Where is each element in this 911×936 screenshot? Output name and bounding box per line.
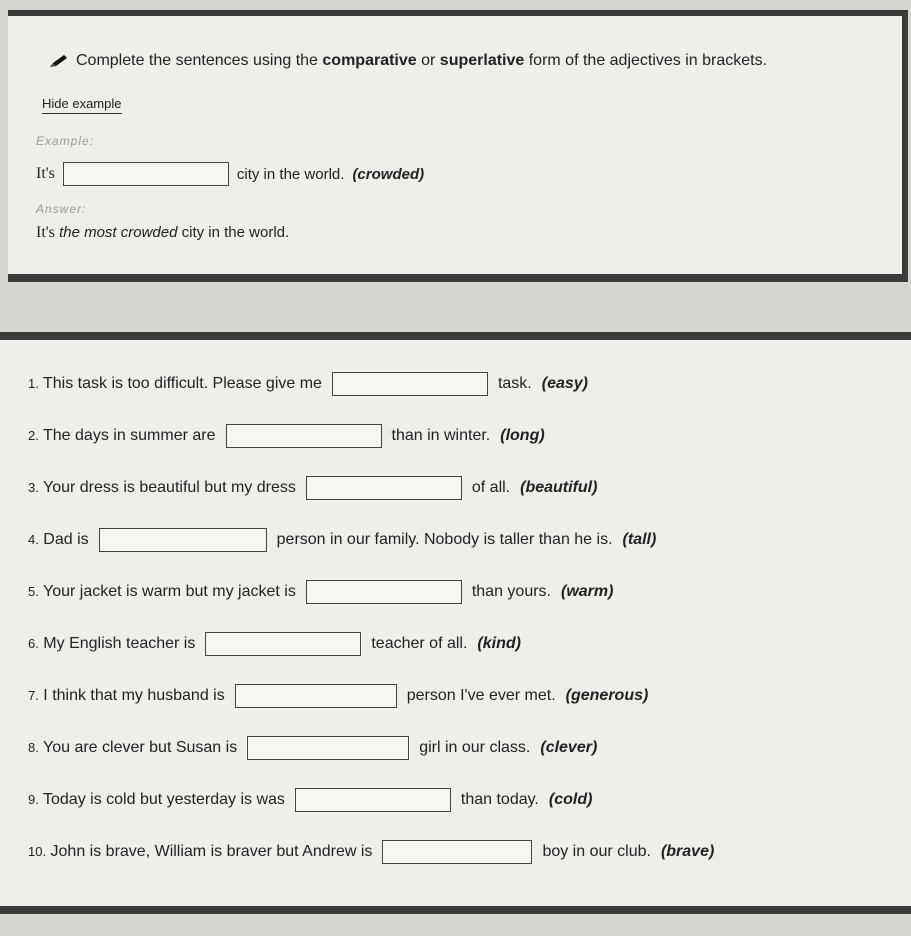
question-number: 4.: [28, 532, 39, 547]
question-after: than yours.: [471, 583, 551, 600]
question-text: The days in summer are: [43, 427, 216, 444]
question-text: Dad is: [43, 531, 89, 548]
question-hint: (long): [500, 427, 545, 444]
answer-input-3[interactable]: [306, 476, 462, 500]
instruction-mid: or: [421, 52, 436, 69]
question-2: [28, 424, 545, 448]
question-8: [28, 736, 597, 760]
question-hint: (clever): [540, 739, 598, 756]
answer-input-4[interactable]: [99, 528, 267, 552]
instruction-word2: superlative: [439, 52, 525, 69]
question-1: [28, 372, 588, 396]
example-card: [8, 10, 908, 282]
answer-after: city in the world.: [181, 224, 290, 241]
question-hint: (warm): [560, 583, 614, 600]
question-after: boy in our club.: [542, 843, 651, 860]
question-after: than today.: [460, 791, 539, 808]
question-3: [28, 476, 597, 500]
question-hint: (cold): [548, 791, 593, 808]
example-hint: (crowded): [352, 165, 425, 183]
pencil-icon: [48, 54, 68, 68]
answer-input-9[interactable]: [295, 788, 451, 812]
answer-input-2[interactable]: [226, 424, 382, 448]
answer-input-6[interactable]: [205, 632, 361, 656]
question-number: 3.: [28, 480, 39, 495]
answer-input-8[interactable]: [247, 736, 409, 760]
question-after: teacher of all.: [371, 635, 468, 652]
answer-input-7[interactable]: [235, 684, 397, 708]
question-6: [28, 632, 521, 656]
question-number: 7.: [28, 688, 39, 703]
example-before: It's: [36, 165, 55, 182]
question-after: than in winter.: [391, 427, 491, 444]
example-answer-box: [63, 162, 229, 186]
question-number: 6.: [28, 636, 39, 651]
answer-input-10[interactable]: [382, 840, 532, 864]
question-hint: (easy): [541, 375, 588, 392]
answer-emphasis: the most crowded: [59, 224, 178, 241]
question-after: person in our family. Nobody is taller than he is.: [276, 531, 613, 548]
example-label: Example:: [36, 134, 95, 148]
question-hint: (brave): [660, 843, 715, 860]
example-after: city in the world.: [236, 165, 345, 183]
question-hint: (beautiful): [520, 479, 598, 496]
question-after: task.: [497, 375, 532, 392]
question-number: 5.: [28, 584, 39, 599]
answer-label: Answer:: [36, 202, 87, 216]
example-answer: [36, 224, 289, 242]
answer-input-1[interactable]: [332, 372, 488, 396]
question-number: 10.: [28, 844, 47, 859]
exercise-card: [0, 332, 911, 914]
question-4: [28, 528, 656, 552]
question-text: John is brave, William is braver but Andrew is: [50, 843, 373, 860]
question-text: I think that my husband is: [43, 687, 225, 704]
answer-input-5[interactable]: [306, 580, 462, 604]
instruction-suffix: form of the adjectives in brackets.: [528, 52, 768, 69]
instruction-word1: comparative: [322, 52, 417, 69]
question-number: 2.: [28, 428, 39, 443]
question-7: [28, 684, 648, 708]
example-sentence: [36, 162, 424, 186]
question-10: [28, 840, 714, 864]
instruction: [48, 52, 767, 70]
question-hint: (tall): [622, 531, 657, 548]
question-text: Your jacket is warm but my jacket is: [43, 583, 296, 600]
question-after: of all.: [471, 479, 511, 496]
question-5: [28, 580, 613, 604]
question-hint: (kind): [477, 635, 521, 652]
question-number: 9.: [28, 792, 39, 807]
question-number: 1.: [28, 376, 39, 391]
question-number: 8.: [28, 740, 39, 755]
question-text: This task is too difficult. Please give me: [43, 375, 322, 392]
answer-before: It's: [36, 224, 55, 241]
question-9: [28, 788, 592, 812]
question-text: You are clever but Susan is: [43, 739, 238, 756]
question-after: girl in our class.: [419, 739, 531, 756]
question-after: person I've ever met.: [406, 687, 556, 704]
hide-example-link[interactable]: Hide example: [42, 96, 122, 114]
question-hint: (generous): [565, 687, 649, 704]
question-text: My English teacher is: [43, 635, 196, 652]
question-text: Your dress is beautiful but my dress: [43, 479, 296, 496]
question-text: Today is cold but yesterday is was: [43, 791, 285, 808]
instruction-prefix: Complete the sentences using the: [76, 52, 318, 69]
